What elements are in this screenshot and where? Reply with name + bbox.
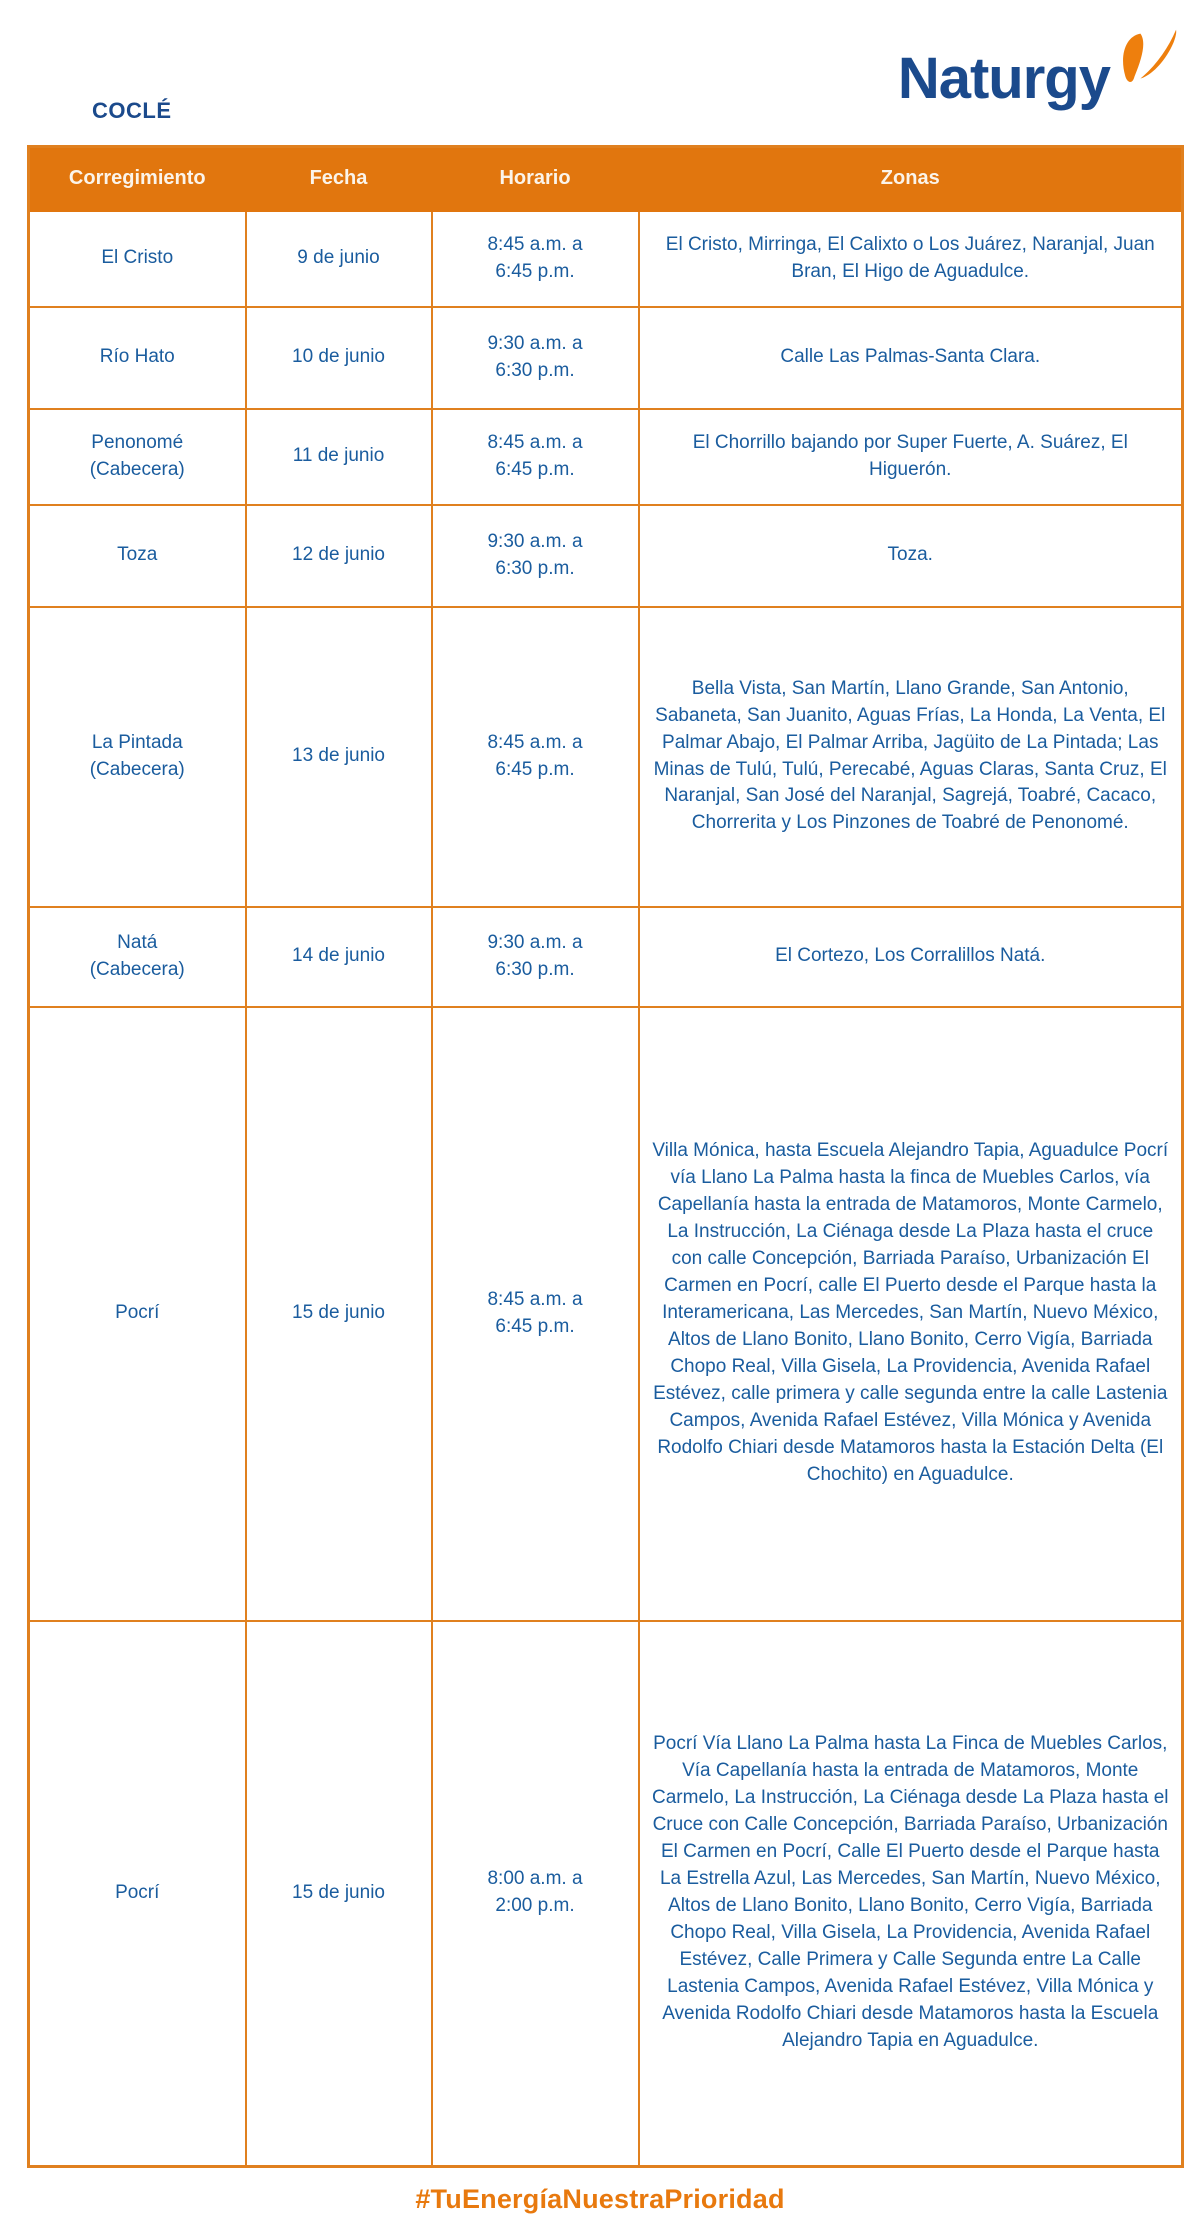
cell-horario: 9:30 a.m. a 6:30 p.m.: [432, 907, 639, 1007]
cell-fecha: 12 de junio: [246, 505, 432, 607]
table-row: [29, 409, 1183, 505]
cell-zonas: Toza.: [639, 505, 1183, 607]
corregimiento-name: Natá: [117, 931, 158, 953]
naturgy-butterfly-icon: [1114, 28, 1180, 108]
table-row: [29, 505, 1183, 607]
cell-horario: 8:45 a.m. a 6:45 p.m.: [432, 1007, 639, 1621]
cell-fecha: 15 de junio: [246, 1621, 432, 2167]
corregimiento-sub: (Cabecera): [89, 458, 185, 480]
table-row: [29, 1621, 1183, 2167]
cell-fecha: 13 de junio: [246, 607, 432, 907]
table-row: [29, 211, 1183, 307]
corregimiento-name: Pocrí: [115, 1302, 160, 1324]
naturgy-logo: [897, 28, 1180, 111]
corregimiento-sub: (Cabecera): [89, 758, 185, 780]
table-row: [29, 607, 1183, 907]
footer-hashtag: #TuEnergíaNuestraPrioridad: [415, 2184, 785, 2214]
cell-fecha: 10 de junio: [246, 307, 432, 409]
cell-corregimiento: [29, 1621, 246, 2167]
cell-fecha: 11 de junio: [246, 409, 432, 505]
corregimiento-name: Río Hato: [99, 346, 175, 368]
column-header-zonas: Zonas: [639, 147, 1183, 211]
naturgy-wordmark: Naturgy: [897, 46, 1110, 111]
cell-fecha: 14 de junio: [246, 907, 432, 1007]
corregimiento-name: Penonomé: [91, 431, 184, 453]
table-row: [29, 1007, 1183, 1621]
cell-fecha: 9 de junio: [246, 211, 432, 307]
cell-corregimiento: [29, 409, 246, 505]
cell-corregimiento: [29, 211, 246, 307]
cell-corregimiento: [29, 907, 246, 1007]
corregimiento-name: Pocrí: [115, 1881, 160, 1903]
cell-corregimiento: [29, 607, 246, 907]
corregimiento-name: Toza: [117, 544, 158, 566]
cell-zonas: Pocrí Vía Llano La Palma hasta La Finca de Muebles Carlos, Vía Capellanía hasta la entrada de Matamoros, Monte Carmelo, La Instrucción, La Ciénaga desde La Plaza hasta el Cruce con Calle Concepción, Barriada Paraíso, Urbanización El Carmen en Pocrí, Calle El Puerto desde el Parque hasta La Estrella Azul, Las Mercedes, San Martín, Nuevo México, Altos de Llano Bonito, Llano Bonito, Cerro Vigía, Barriada Chopo Real, Villa Gisela, La Providencia, Avenida Rafael Estévez, Calle Primera y Calle Segunda entre La Calle Lastenia Campos, Avenida Rafael Estévez, Villa Mónica y Avenida Rodolfo Chiari desde Matamoros hasta la Escuela Alejandro Tapia en Aguadulce.: [639, 1621, 1183, 2167]
cell-horario: 8:45 a.m. a 6:45 p.m.: [432, 409, 639, 505]
cell-horario: 9:30 a.m. a 6:30 p.m.: [432, 307, 639, 409]
outage-schedule-table: [27, 145, 1184, 2168]
cell-zonas: El Chorrillo bajando por Super Fuerte, A. Suárez, El Higuerón.: [639, 409, 1183, 505]
cell-corregimiento: [29, 307, 246, 409]
column-header-corregimiento: Corregimiento: [29, 147, 246, 211]
cell-horario: 8:45 a.m. a 6:45 p.m.: [432, 607, 639, 907]
corregimiento-name: El Cristo: [101, 247, 174, 269]
table-row: [29, 307, 1183, 409]
cell-horario: 8:00 a.m. a 2:00 p.m.: [432, 1621, 639, 2167]
cell-zonas: Bella Vista, San Martín, Llano Grande, San Antonio, Sabaneta, San Juanito, Aguas Frías, La Honda, La Venta, El Palmar Abajo, El Palmar Arriba, Jagüito de La Pintada; Las Minas de Tulú, Tulú, Perecabé, Aguas Claras, Santa Cruz, El Naranjal, San José del Naranjal, Sagrejá, Toabré, Cacaco, Chorrerita y Los Pinzones de Toabré de Penonomé.: [639, 607, 1183, 907]
cell-zonas: Calle Las Palmas-Santa Clara.: [639, 307, 1183, 409]
cell-corregimiento: [29, 1007, 246, 1621]
column-header-horario: Horario: [432, 147, 639, 211]
cell-fecha: 15 de junio: [246, 1007, 432, 1621]
corregimiento-sub: (Cabecera): [89, 958, 185, 980]
corregimiento-name: La Pintada: [91, 731, 183, 753]
region-title: COCLÉ: [92, 98, 172, 123]
column-header-fecha: Fecha: [246, 147, 432, 211]
cell-horario: 8:45 a.m. a 6:45 p.m.: [432, 211, 639, 307]
cell-corregimiento: [29, 505, 246, 607]
cell-zonas: Villa Mónica, hasta Escuela Alejandro Tapia, Aguadulce Pocrí vía Llano La Palma hasta la finca de Muebles Carlos, vía Capellanía hasta la entrada de Matamoros, Monte Carmelo, La Instrucción, La Ciénaga desde La Plaza hasta el cruce con calle Concepción, Barriada Paraíso, Urbanización El Carmen en Pocrí, calle El Puerto desde el Parque hasta la Interamericana, Las Mercedes, San Martín, Nuevo México, Altos de Llano Bonito, Llano Bonito, Cerro Vigía, Barriada Chopo Real, Villa Gisela, La Providencia, Avenida Rafael Estévez, calle primera y calle segunda entre la calle Lastenia Campos, Avenida Rafael Estévez, Villa Mónica y Avenida Rodolfo Chiari desde Matamoros hasta la Estación Delta (El Chochito) en Aguadulce.: [639, 1007, 1183, 1621]
page-header: [0, 0, 1200, 145]
cell-zonas: El Cristo, Mirringa, El Calixto o Los Juárez, Naranjal, Juan Bran, El Higo de Aguadulce.: [639, 211, 1183, 307]
cell-horario: 9:30 a.m. a 6:30 p.m.: [432, 505, 639, 607]
table-row: [29, 907, 1183, 1007]
table-header-row: [29, 147, 1183, 211]
cell-zonas: El Cortezo, Los Corralillos Natá.: [639, 907, 1183, 1007]
